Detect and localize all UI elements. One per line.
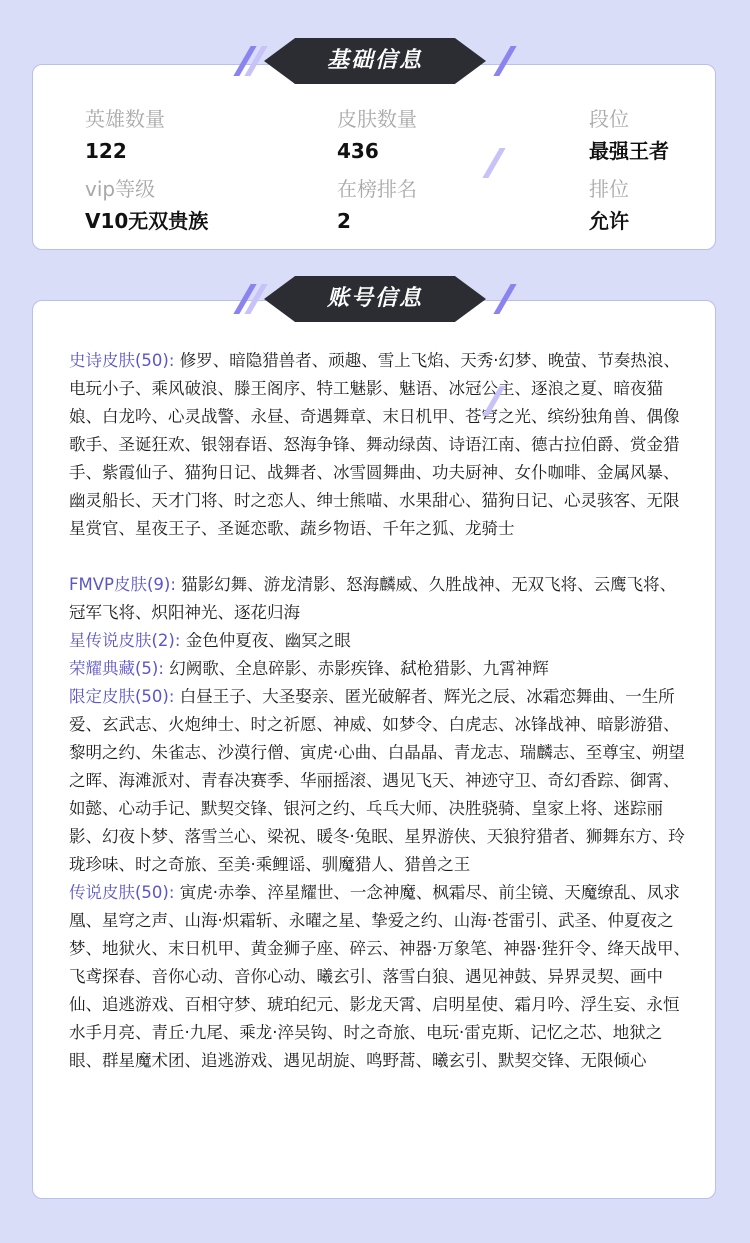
ranked-play-label: 排位	[589, 177, 629, 201]
hero-count-value: 122	[85, 139, 127, 163]
hero-count-cell	[85, 105, 165, 165]
section-name: 荣耀典藏(5):	[69, 659, 164, 678]
section-items: 金色仲夏夜、幽冥之眼	[185, 631, 351, 650]
section-items: 幻阙歌、全息碎影、赤影疾锋、弑枪猎影、九霄神辉	[169, 659, 549, 678]
ranked-play-cell	[589, 175, 629, 235]
vip-level-label: vip等级	[85, 177, 156, 201]
hero-count-label: 英雄数量	[85, 107, 165, 131]
vip-level-value: V10无双贵族	[85, 209, 209, 233]
leaderboard-rank-value: 2	[337, 209, 351, 233]
account-info-title: 账号信息	[326, 286, 423, 311]
vip-level-cell	[85, 175, 208, 235]
account-info-banner	[240, 276, 510, 322]
skin-count-cell	[337, 105, 417, 165]
section-name: 星传说皮肤(2):	[69, 631, 181, 650]
section-items: 猫影幻舞、游龙清影、怒海麟威、久胜战神、无双飞将、云鹰飞将、冠军飞将、炽阳神光、逐花归海	[69, 575, 677, 622]
section-items: 寅虎·赤拳、淬星耀世、一念神魔、枫霜尽、前尘镜、天魔缭乱、凤求凰、星穹之声、山海·炽霜斩、永曜之星、挚爱之约、山海·苍雷引、武圣、仲夏夜之梦、地狱火、末日机甲、黄金狮子座、碎云、神器·万象笔、神器·狴犴令、绛天战甲、飞鸢探春、音你心动、音你心动、曦玄引、落雪白狼、遇见神鼓、异界灵契、画中仙、追逃游戏、百相守梦、琥珀纪元、影龙天霄、启明星使、霜月吟、浮生妄、永恒水手月亮、青丘·九尾、乘龙·淬吴钩、时之奇旅、电玩·雷克斯、记忆之芯、地狱之眼、群星魔术团、追逃游戏、遇见胡旋、鸣野蒿、曦玄引、默契交锋、无限倾心	[69, 883, 690, 1070]
section-items: 白昼王子、大圣娶亲、匿光破解者、辉光之辰、冰霜恋舞曲、一生所爱、玄武志、火炮绅士、时之祈愿、神威、如梦令、白虎志、冰锋战神、暗影游猎、黎明之约、朱雀志、沙漠行僧、寅虎·心曲、白晶晶、青龙志、瑞麟志、至尊宝、朔望之晖、海滩派对、青春决赛季、华丽摇滚、遇见飞天、神迹守卫、奇幻香踪、御霄、如懿、心动手记、默契交锋、银河之约、乓乓大师、决胜骁骑、皇家上将、迷踪丽影、幻夜卜梦、落雪兰心、梁祝、暖冬·兔眠、星界游侠、天狼狩猎者、狮舞东方、玲珑珍味、时之奇旅、至美·乘鲤谣、驯魔猎人、猎兽之王	[69, 687, 685, 874]
epic-skins-section	[69, 347, 691, 543]
basic-info-title: 基础信息	[326, 48, 423, 73]
section-name: 史诗皮肤(50):	[69, 351, 175, 370]
rank-tier-cell	[589, 105, 669, 165]
section-name: 传说皮肤(50):	[69, 883, 175, 902]
basic-info-banner	[240, 38, 510, 84]
skin-count-label: 皮肤数量	[337, 107, 417, 131]
fmvp-skins-section	[69, 571, 691, 627]
star-legend-skins-section	[69, 627, 691, 655]
skin-list	[69, 347, 691, 1075]
section-name: FMVP皮肤(9):	[69, 575, 176, 594]
limited-skins-section	[69, 683, 691, 879]
section-name: 限定皮肤(50):	[69, 687, 175, 706]
skin-count-value: 436	[337, 139, 379, 163]
rank-tier-value: 最强王者	[589, 139, 669, 163]
rank-tier-label: 段位	[589, 107, 629, 131]
ranked-play-value: 允许	[589, 209, 629, 233]
section-spacer	[69, 543, 691, 571]
account-info-card	[32, 300, 716, 1199]
glory-collection-section	[69, 655, 691, 683]
section-items: 修罗、暗隐猎兽者、顽趣、雪上飞焰、天秀·幻梦、晚萤、节奏热浪、电玩小子、乘风破浪、滕王阁序、特工魅影、魅语、冰冠公主、逐浪之夏、暗夜猫娘、白龙吟、心灵战警、永昼、奇遇舞章、末日机甲、苍穹之光、缤纷独角兽、偶像歌手、圣诞狂欢、银翎春语、怒海争锋、舞动绿茵、诗语江南、德古拉伯爵、赏金猎手、紫霞仙子、猫狗日记、战舞者、冰雪圆舞曲、功夫厨神、女仆咖啡、金属风暴、幽灵船长、天才门将、时之恋人、绅士熊喵、水果甜心、猫狗日记、心灵骇客、无限星赏官、星夜王子、圣诞恋歌、蔬乡物语、千年之狐、龙骑士	[69, 351, 680, 538]
basic-info-card	[32, 64, 716, 250]
legend-skins-section	[69, 879, 691, 1075]
leaderboard-rank-label: 在榜排名	[337, 177, 417, 201]
leaderboard-rank-cell	[337, 175, 417, 235]
